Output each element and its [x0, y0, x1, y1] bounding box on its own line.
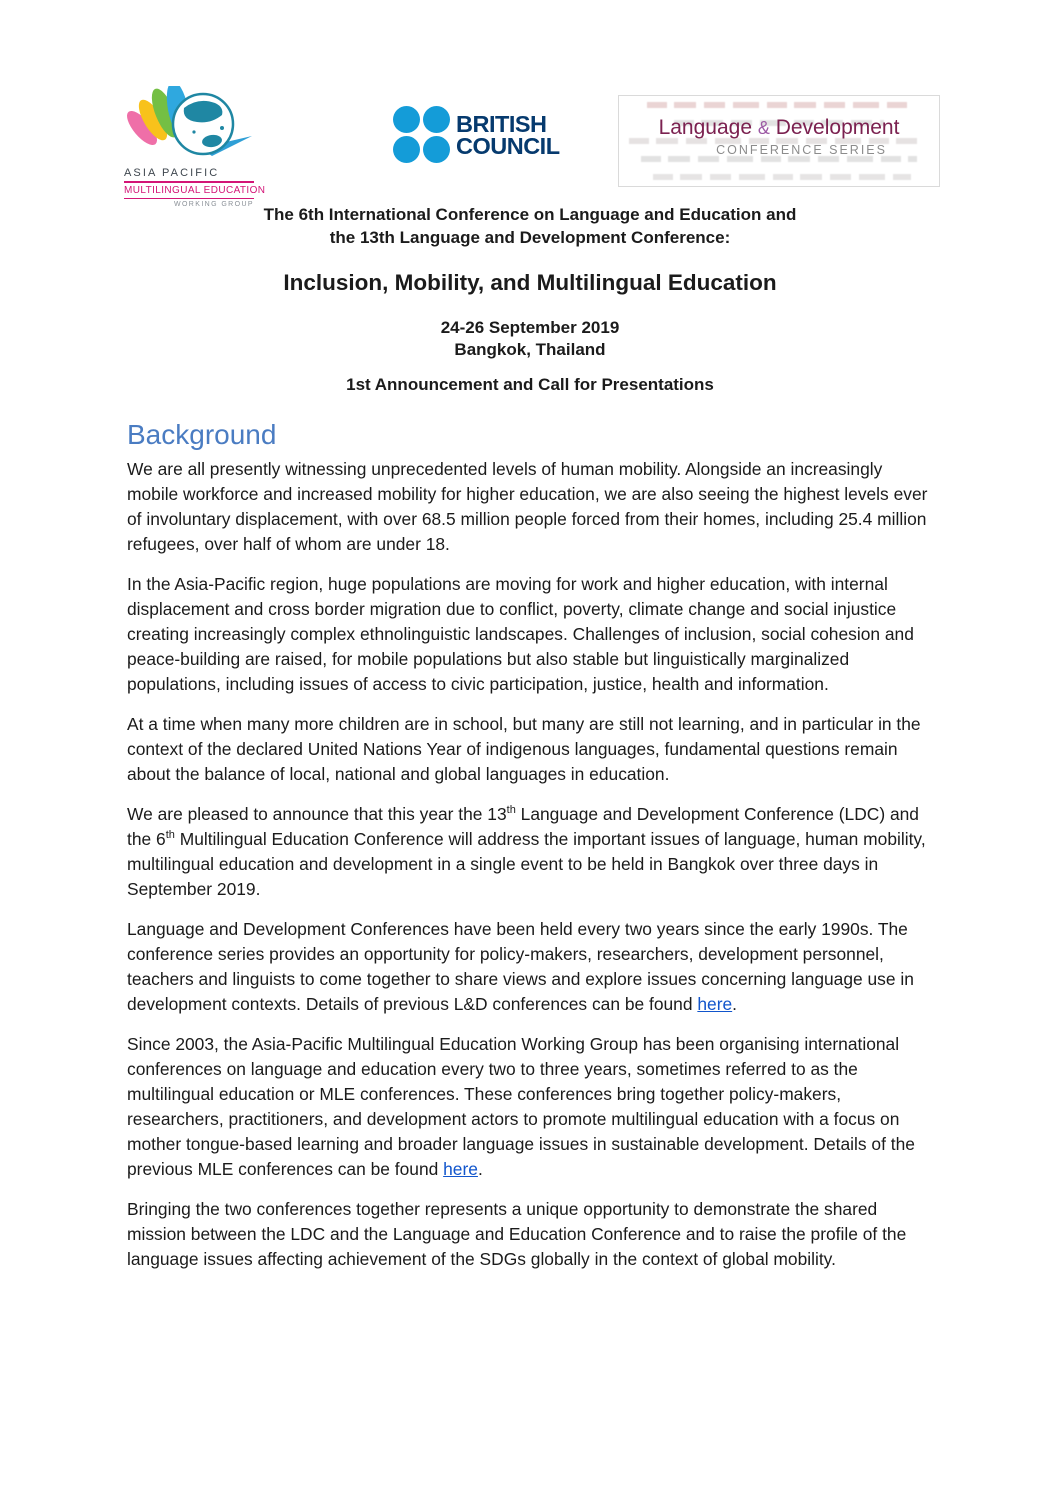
- announcement-line: 1st Announcement and Call for Presentations: [346, 375, 714, 394]
- ordinal-superscript: th: [165, 829, 175, 842]
- paragraph-6: Since 2003, the Asia-Pacific Multilingual Education Working Group has been organising international conferences on language and education every two to three years, sometimes referred to as the multilingual education or MLE conferences. These conferences bring together policy-makers, researchers, practitioners, and development actors to promote multilingual education with a focus on mother tongue-based learning and broader language issues in sustainable development. Details of the previous MLE conferences can be found here.: [127, 1034, 915, 1179]
- paragraph-7: Bringing the two conferences together represents a unique opportunity to demonstrate the shared mission between the LDC and the Language and Education Conference and to raise the profile of the language issues affecting achievement of the SDGs globally in the context of global mobility.: [127, 1199, 907, 1269]
- conference-series-label: CONFERENCE SERIES: [716, 143, 887, 157]
- faint-text-decoration: [629, 102, 929, 180]
- previous-mle-conferences-link[interactable]: here: [443, 1159, 478, 1179]
- main-title: Inclusion, Mobility, and Multilingual Education: [283, 270, 777, 295]
- document-body: [127, 203, 933, 1287]
- paragraph-5: Language and Development Conferences have been held every two years since the early 1990s. The conference series provides an opportunity for policy-makers, researchers, development personnel, teachers and linguists to come together to share views and explore issues concerning language use in development contexts. Details of previous L&D conferences can be found here.: [127, 919, 914, 1014]
- apmle-divider: [124, 181, 254, 183]
- apmle-divider: [124, 198, 254, 199]
- paragraph-1: We are all presently witnessing unprecedented levels of human mobility. Alongside an increasingly mobile workforce and increased mobility for higher education, we are also seeing the highest levels ever of involuntary displacement, with over 68.5 million people forced from their homes, including 25.4 million refugees, over half of whom are under 18.: [127, 459, 928, 554]
- event-date: 24-26 September 2019: [440, 318, 620, 337]
- ordinal-superscript: th: [506, 804, 516, 817]
- background-heading: Background: [127, 419, 277, 450]
- conference-title-line2: the 13th Language and Development Conference:: [329, 228, 731, 247]
- paragraph-2: In the Asia-Pacific region, huge populations are moving for work and higher education, with internal displacement and cross border migration due to conflict, poverty, climate change and social injustice creating increasingly complex ethnolinguistic landscapes. Challenges of inclusion, social cohesion and peace-building are raised, for mobile populations but also stable but linguistically marginalized populations, including issues of access to civic participation, justice, health and information.: [127, 574, 914, 694]
- language-development-wordmark: Language & Development: [658, 116, 900, 139]
- apmle-globe-icon: [124, 86, 252, 160]
- apmle-name-line1: ASIA PACIFIC: [124, 167, 220, 179]
- event-date-location: [127, 317, 933, 361]
- paragraph-4: We are pleased to announce that this year the 13th Language and Development Conference (LDC) and the 6th Multilingual Education Conference will address the important issues of language, human mobility, multilingual education and development in a single event to be held in Bangkok over three days in September 2019.: [127, 804, 926, 899]
- british-council-wordmark: BRITISH COUNCIL: [456, 110, 560, 159]
- british-council-logo: [393, 106, 560, 163]
- apmle-name-line3: WORKING GROUP: [173, 201, 254, 208]
- conference-title-line1: The 6th International Conference on Language and Education and: [263, 205, 797, 224]
- previous-ld-conferences-link[interactable]: here: [697, 994, 733, 1014]
- apmle-name-line2: MULTILINGUAL EDUCATION: [124, 185, 266, 196]
- apmle-logo: [124, 86, 266, 208]
- language-development-logo: [618, 95, 940, 187]
- event-location: Bangkok, Thailand: [454, 340, 606, 359]
- conference-title: [127, 203, 933, 249]
- paragraph-3: At a time when many more children are in school, but many are still not learning, and in particular in the context of the declared United Nations Year of indigenous languages, fundamental questions remain about the balance of local, national and global languages in education.: [127, 714, 921, 784]
- british-council-dots-icon: [393, 106, 450, 163]
